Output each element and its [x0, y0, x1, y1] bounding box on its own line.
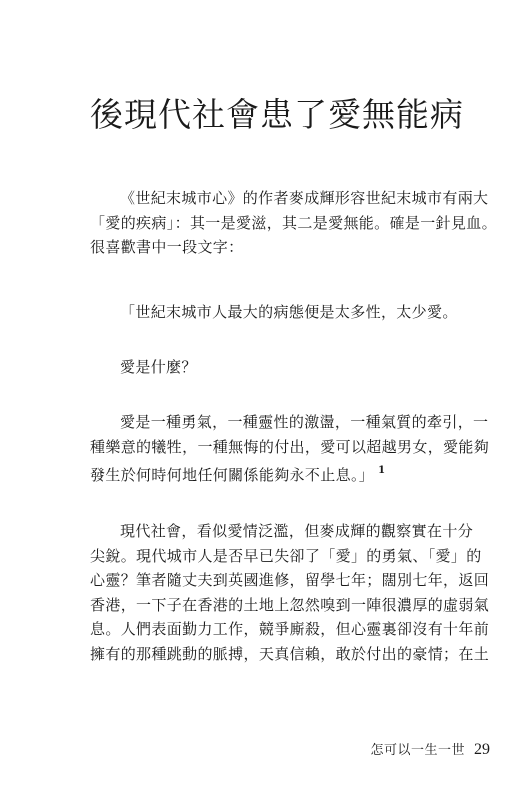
paragraph-line: 尖銳。現代城市人是否早已失卻了「愛」的勇氣、「愛」的 [90, 546, 482, 565]
footer-book-title: 怎可以一生一世 [370, 743, 465, 758]
paragraph-line: 現代社會，看似愛情泛濫，但麥成輝的觀察實在十分 [120, 522, 474, 540]
paragraph-1 [90, 186, 497, 260]
paragraph-line: 很喜歡書中一段文字： [90, 238, 244, 256]
paragraph-line: 心靈？筆者隨丈夫到英國進修，留學七年；闊別七年，返回 [90, 571, 490, 589]
paragraph-line: 擁有的那種跳動的脈搏，天真信賴，敢於付出的豪情；在土 [90, 644, 490, 663]
paragraph-line: 息。人們表面勤力工作，競爭廝殺，但心靈裏卻沒有十年前 [90, 620, 490, 638]
paragraph-line-text: 發生於何時何地任何關係能夠永不止息。」 [90, 466, 375, 484]
paragraph-2-quote-start [90, 300, 480, 325]
paragraph-line: 種樂意的犧牲，一種無悔的付出，愛可以超越男女，愛能夠 [90, 437, 490, 456]
chapter-title: 後現代社會患了愛無能病 [90, 95, 464, 134]
paragraph-line [90, 459, 480, 488]
paragraph-line: 愛是什麼？ [120, 358, 197, 376]
paragraph-line: 《世紀末城市心》的作者麥成輝形容世紀末城市有兩大 [120, 189, 489, 207]
paragraph-4-quote-end [90, 410, 490, 488]
page-footer [370, 739, 490, 759]
footnote-marker[interactable]: 1 [378, 465, 386, 476]
paragraph-line: 愛是一種勇氣，一種靈性的激盪，一種氣質的牽引，一 [120, 413, 489, 431]
paragraph-line: 「愛的疾病」：其一是愛滋，其二是愛無能。確是一針見血。 [90, 213, 497, 232]
page-number: 29 [474, 741, 490, 758]
paragraph-line: 「世紀末城市人最大的病態便是太多性，太少愛。 [120, 303, 458, 321]
paragraph-3-question [90, 355, 480, 380]
paragraph-5 [90, 519, 490, 666]
paragraph-line: 香港，一下子在香港的土地上忽然嗅到一陣很濃厚的虛弱氣 [90, 595, 490, 614]
